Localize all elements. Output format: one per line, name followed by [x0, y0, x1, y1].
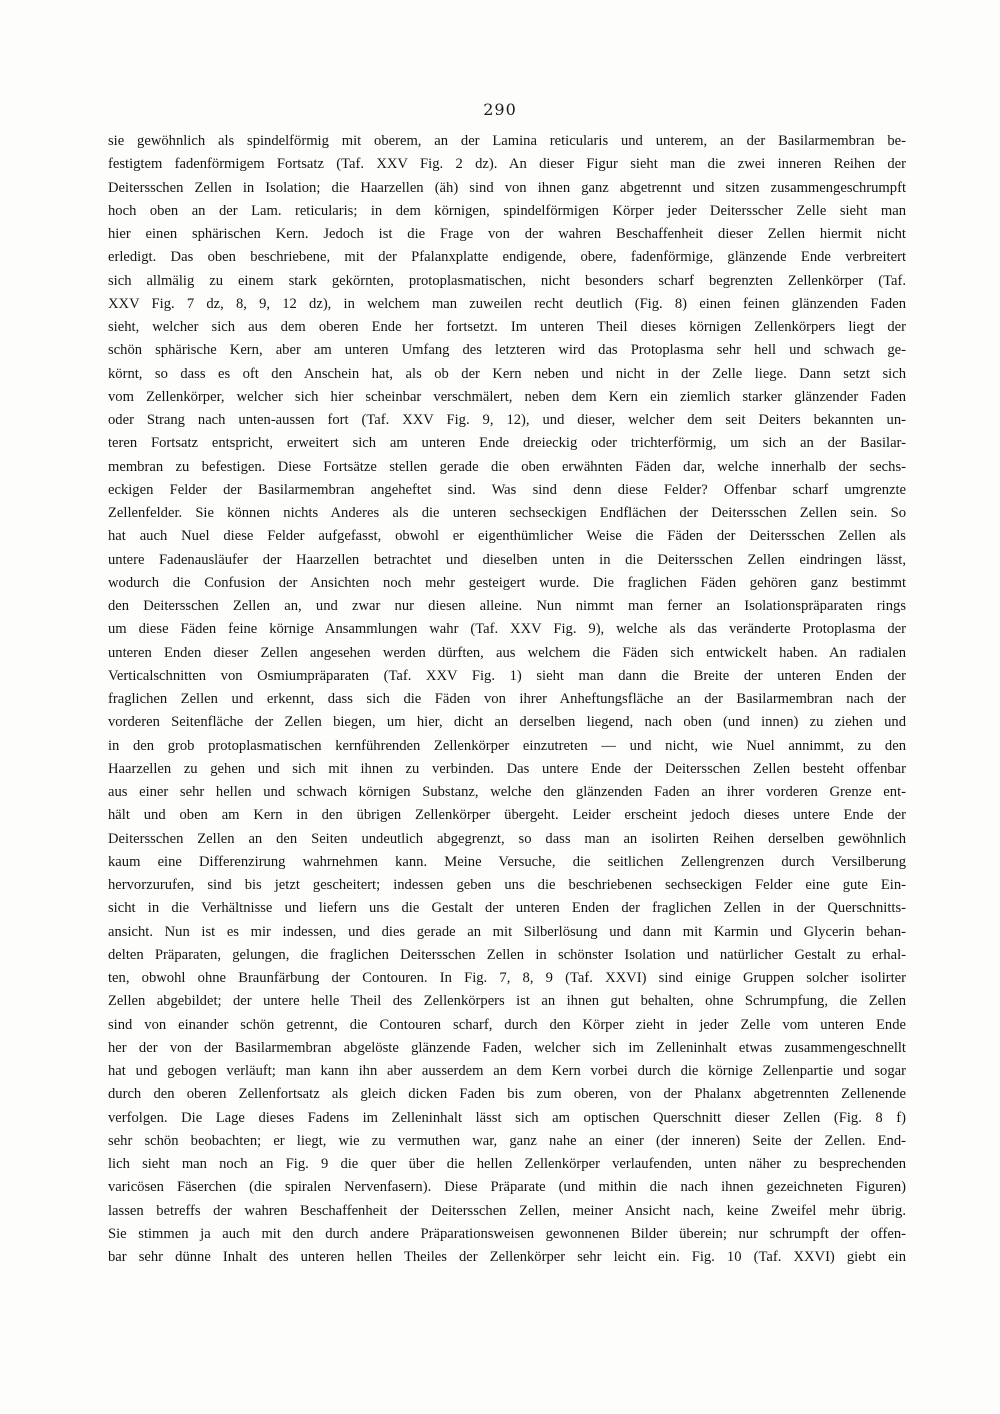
text-line: sind von einander schön getrennt, die Contouren scharf, durch den Körper zieht in jeder Zelle vom unteren Ende — [108, 1016, 906, 1033]
text-line: Verticalschnitten von Osmiumpräparaten (Taf. XXV Fig. 1) sieht man dann die Breite der unteren Enden der — [108, 667, 906, 684]
text-line: XXV Fig. 7 dz, 8, 9, 12 dz), in welchem man zuweilen recht deutlich (Fig. 8) einen feinen glänzenden Faden — [108, 295, 906, 312]
text-line: lassen betreffs der wahren Beschaffenheit der Deitersschen Zellen, meiner Ansicht nach, keine Zweifel mehr übrig. — [108, 1202, 906, 1219]
text-line: erledigt. Das oben beschriebene, mit der Pfalanxplatte endigende, obere, fadenförmige, glänzende Ende verbreitert — [108, 249, 906, 266]
text-line: Zellen abgebildet; der untere helle Theil des Zellenkörpers ist an ihnen gut behalten, ohne Schrumpfung, die Zellen — [108, 993, 906, 1010]
text-line: Haarzellen zu gehen und sich mit ihnen zu verbinden. Das untere Ende der Deitersschen Zellen besteht offenbar — [108, 760, 906, 777]
text-line: teren Fortsatz entspricht, erweitert sich am unteren Ende dreieckig oder trichterförmig, um sich an der Basilar- — [108, 435, 906, 452]
text-line: delten Präparaten, gelungen, die fraglichen Deitersschen Zellen in schönster Isolation und natürlicher Gestalt zu erhal- — [108, 946, 906, 963]
text-line: varicösen Fäserchen (die spiralen Nervenfasern). Diese Präparate (und mithin die nach ihnen gezeichneten Figuren) — [108, 1179, 906, 1196]
text-line: untere Fadenausläufer der Haarzellen betrachtet und dieselben unten in die Deitersschen Zellen eindringen lässt, — [108, 551, 906, 568]
text-line: hervorzurufen, sind bis jetzt gescheitert; indessen geben uns die beschriebenen sechseckigen Felder eine gute Ein- — [108, 877, 906, 893]
text-line: Zellenfelder. Sie können nichts Anderes als die unteren sechseckigen Endflächen der Deitersschen Zellen sein. So — [108, 505, 906, 521]
text-line: Deitersschen Zellen an den Seiten undeutlich abgegrenzt, so dass man an isolirten Reihen derselben gewöhnlich — [108, 830, 906, 847]
text-line: hoch oben an der Lam. reticularis; in dem körnigen, spindelförmigen Körper jeder Deitersscher Zelle sieht man — [108, 202, 906, 219]
text-line: her der von der Basilarmembran abgelöste glänzende Faden, welcher sich im Zelleninhalt etwas zusammengeschnellt — [108, 1039, 906, 1056]
text-line: bar sehr dünne Inhalt des unteren hellen Theiles der Zellenkörper sehr leicht ein. Fig. 10 (Taf. XXVI) giebt ein — [108, 1249, 906, 1265]
text-line: den Deitersschen Zellen an, und zwar nur diesen alleine. Nun nimmt man ferner an Isolationspräparaten rings — [108, 598, 906, 614]
text-line: vom Zellenkörper, welcher sich hier scheinbar verschmälert, neben dem Kern ein ziemlich starker glänzender Faden — [108, 388, 906, 405]
text-line: oder Strang nach unten-aussen fort (Taf. XXV Fig. 9, 12), und dieser, welcher dem seit Deiters bekannten un- — [108, 412, 906, 428]
text-line: membran zu befestigen. Diese Fortsätze stellen gerade die oben erwähnten Fäden dar, welche innerhalb der sechs- — [108, 458, 906, 475]
text-line: ansicht. Nun ist es mir indessen, und dies gerade an mit Silberlösung und dann mit Karmin und Glycerin behan- — [108, 923, 906, 940]
text-line: hält und oben am Kern in den übrigen Zellenkörper übergeht. Leider erscheint jedoch dieses untere Ende der — [108, 807, 906, 824]
text-line: kaum eine Differenzirung wahrnehmen kann. Meine Versuche, die seitlichen Zellengrenzen durch Versilberung — [108, 853, 906, 870]
text-line: lich sieht man noch an Fig. 9 die quer über die hellen Zellenkörper verlaufenden, unten näher zu besprechenden — [108, 1156, 906, 1172]
text-line: eckigen Felder der Basilarmembran angeheftet sind. Was sind denn diese Felder? Offenbar scharf umgrenzte — [108, 481, 906, 498]
text-line: sicht in die Verhältnisse und liefern uns die Gestalt der unteren Enden der fraglichen Zellen in der Querschnitts- — [108, 900, 906, 917]
text-line: hat und gebogen verläuft; man kann ihn aber ausserdem an dem Kern vorbei durch die körnige Zellenpartie und sogar — [108, 1063, 906, 1079]
page-number: 290 — [483, 100, 517, 119]
text-line: ten, obwohl ohne Braunfärbung der Contouren. In Fig. 7, 8, 9 (Taf. XXVI) sind einige Gruppen solcher isolirter — [108, 970, 906, 986]
text-line: schön sphärische Kern, aber am unteren Umfang des letzteren wird das Protoplasma sehr hell und schwach ge- — [108, 342, 906, 359]
text-line: wodurch die Confusion der Ansichten noch mehr gesteigert wurde. Die fraglichen Fäden gehören ganz bestimmt — [108, 574, 906, 591]
text-line: durch den oberen Zellenfortsatz als gleich dicken Faden bis zum oberen, von der Phalanx abgetrennten Zellenende — [108, 1086, 906, 1103]
text-line: fraglichen Zellen und erkennt, dass sich die Fäden von ihrer Anheftungsfläche an der Basilarmembran nach der — [108, 691, 906, 707]
text-line: verfolgen. Die Lage dieses Fadens im Zelleninhalt lässt sich am optischen Querschnitt dieser Zellen (Fig. 8 f) — [108, 1109, 906, 1126]
text-line: Sie stimmen ja auch mit den durch andere Präparationsweisen gewonnenen Bilder überein; nur schrumpft der offen- — [108, 1225, 906, 1242]
text-line: sie gewöhnlich als spindelförmig mit oberem, an der Lamina reticularis und unterem, an der Basilarmembran be- — [108, 133, 906, 149]
text-line: in den grob protoplasmatischen kernführenden Zellenkörper einzutreten — und nicht, wie Nuel annimmt, zu den — [108, 737, 906, 754]
text-line: aus einer sehr hellen und schwach körnigen Substanz, welche den glänzenden Faden an ihrer vorderen Grenze ent- — [108, 784, 906, 800]
text-line: hat auch Nuel diese Felder aufgefasst, obwohl er eigenthümlicher Weise die Fäden der Deitersschen Zellen als — [108, 528, 906, 545]
body-text — [108, 130, 906, 1269]
text-line: vorderen Seitenfläche der Zellen biegen, um hier, dicht an derselben liegend, nach oben (und innen) zu ziehen und — [108, 714, 906, 731]
text-line: unteren Enden dieser Zellen angesehen werden dürften, aus welchem die Fäden sich entwickelt haben. An radialen — [108, 644, 906, 661]
text-line: festigtem fadenförmigem Fortsatz (Taf. XXV Fig. 2 dz). An dieser Figur sieht man die zwei inneren Reihen der — [108, 156, 906, 173]
text-line: körnt, so dass es oft den Anschein hat, als ob der Kern neben und nicht in der Zelle liege. Dann setzt sich — [108, 365, 906, 382]
text-line: sehr schön beobachten; er liegt, wie zu vermuthen war, ganz nahe an einer (der inneren) Seite der Zellen. End- — [108, 1132, 906, 1149]
text-line: sieht, welcher sich aus dem oberen Ende her fortsetzt. Im unteren Theil dieses körnigen Zellenkörpers liegt der — [108, 319, 906, 335]
text-line: um diese Fäden feine körnige Ansammlungen wahr (Taf. XXV Fig. 9), welche als das veränderte Protoplasma der — [108, 621, 906, 638]
text-line: Deitersschen Zellen in Isolation; die Haarzellen (äh) sind von ihnen ganz abgetrennt und sitzen zusammengeschrumpft — [108, 179, 906, 196]
text-line: sich allmälig zu einem stark gekörnten, protoplasmatischen, nicht besonders scharf begrenzten Zellenkörper (Taf. — [108, 272, 906, 289]
text-line: hier einen sphärischen Kern. Jedoch ist die Frage von der wahren Beschaffenheit dieser Zellen hiermit nicht — [108, 226, 906, 242]
